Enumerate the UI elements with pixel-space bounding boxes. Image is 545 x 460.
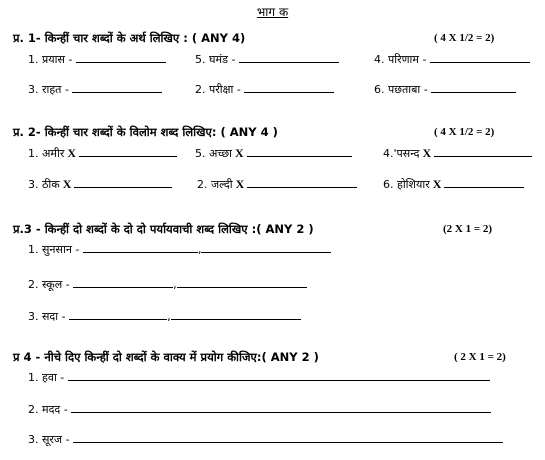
- q2-item-4: 2. जल्दी X: [197, 178, 357, 190]
- answer-line[interactable]: [69, 310, 167, 320]
- answer-line[interactable]: [72, 83, 162, 93]
- q1-item-5: 4. परिणाम -: [374, 53, 530, 65]
- answer-line[interactable]: [71, 403, 491, 413]
- answer-line[interactable]: [177, 278, 307, 288]
- question-3-heading: प्र.3 - किन्हीं दो शब्दों के दो दो पर्यायवाची शब्द लिखिए :( ANY 2 ): [13, 222, 314, 236]
- q2-item-5: 4.'पसन्द X: [383, 147, 532, 159]
- q1-item-2: 3. राहत -: [28, 83, 162, 95]
- answer-line[interactable]: [244, 83, 334, 93]
- answer-line[interactable]: [247, 178, 357, 188]
- q2-item-1: 1. अमीर X: [28, 147, 177, 159]
- q3-item-3: 3. सदा - ,: [28, 310, 301, 322]
- q1-item-6: 6. पछताबा -: [374, 83, 516, 95]
- question-4-marks: ( 2 X 1 = 2): [454, 351, 506, 363]
- question-1-marks: ( 4 X 1/2 = 2): [434, 32, 495, 44]
- answer-line[interactable]: [247, 147, 352, 157]
- q4-item-2: 2. मदद -: [28, 403, 491, 415]
- question-1-heading: प्र. 1- किन्हीं चार शब्दों के अर्थ लिखिए : ( ANY 4): [13, 31, 246, 45]
- question-2-heading: प्र. 2- किन्हीं चार शब्दों के विलोम शब्द लिखिए: ( ANY 4 ): [13, 125, 278, 139]
- question-3-marks: (2 X 1 = 2): [443, 223, 493, 235]
- q1-item-3: 5. घमंड -: [195, 53, 339, 65]
- answer-line[interactable]: [239, 53, 339, 63]
- answer-line[interactable]: [201, 243, 331, 253]
- answer-line[interactable]: [79, 147, 177, 157]
- q2-item-6: 6. होशियार X: [383, 178, 524, 190]
- q1-item-4: 2. परीक्षा -: [195, 83, 334, 95]
- answer-line[interactable]: [73, 433, 503, 443]
- question-4-heading: प्र 4 - नीचे दिए किन्हीं दो शब्दों के वाक्य में प्रयोग कीजिए:( ANY 2 ): [13, 350, 319, 364]
- q4-item-3: 3. सूरज -: [28, 433, 503, 445]
- answer-line[interactable]: [171, 310, 301, 320]
- answer-line[interactable]: [83, 243, 198, 253]
- answer-line[interactable]: [444, 178, 524, 188]
- answer-line[interactable]: [73, 278, 173, 288]
- q2-item-3: 5. अच्छा X: [195, 147, 352, 159]
- answer-line[interactable]: [431, 83, 516, 93]
- answer-line[interactable]: [430, 53, 530, 63]
- answer-line[interactable]: [74, 178, 172, 188]
- q3-item-1: 1. सुनसान - ,: [28, 243, 331, 255]
- q1-item-1: 1. प्रयास -: [28, 53, 166, 65]
- question-2-marks: ( 4 X 1/2 = 2): [434, 126, 495, 138]
- answer-line[interactable]: [68, 371, 490, 381]
- q2-item-2: 3. ठीक X: [28, 178, 172, 190]
- section-title: भाग क: [256, 5, 289, 19]
- q4-item-1: 1. हवा -: [28, 371, 490, 383]
- q3-item-2: 2. स्कूल - ,: [28, 278, 307, 290]
- answer-line[interactable]: [434, 147, 532, 157]
- answer-line[interactable]: [76, 53, 166, 63]
